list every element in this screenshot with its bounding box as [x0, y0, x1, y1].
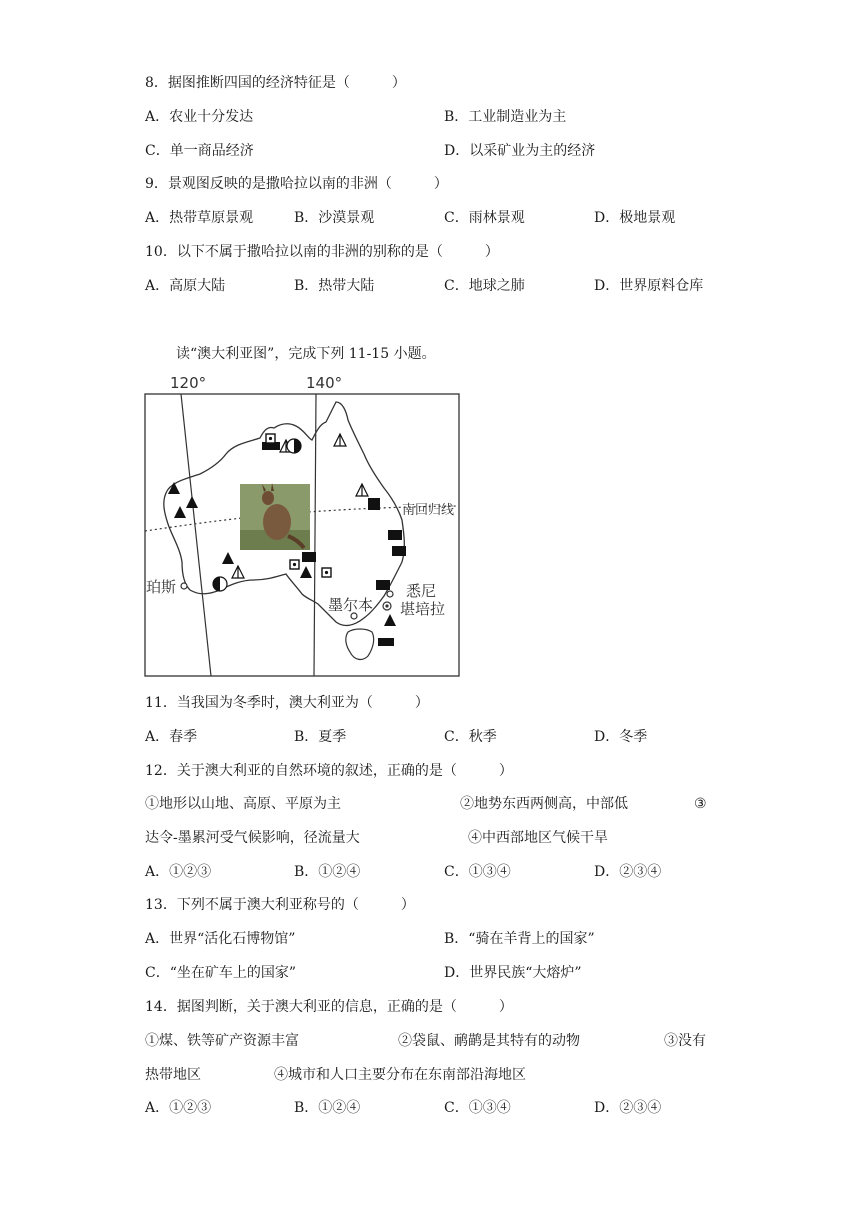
q10-option-c: C．地球之肺 [444, 278, 525, 294]
q11-stem: 11．当我国为冬季时，澳大利亚为（ ） [145, 695, 429, 711]
q14-statement-2: ②袋鼠、鸸鹋是其特有的动物 [398, 1033, 580, 1049]
q11-option-c: C．秋季 [444, 729, 497, 745]
q8-option-a: A．农业十分发达 [145, 109, 254, 125]
tropic-label: 南回归线 [402, 503, 455, 518]
kangaroo-photo [240, 483, 310, 550]
q10-stem: 10．以下不属于撒哈拉以南的非洲的别称的是（ ） [145, 244, 499, 260]
q10-option-a: A．高原大陆 [145, 278, 226, 294]
q12-option-a: A．①②③ [145, 864, 212, 880]
tasmania-outline [346, 629, 374, 659]
q12-statement-1: ①地形以山地、高原、平原为主 [145, 796, 341, 812]
q8-option-d: D．以采矿业为主的经济 [444, 143, 596, 159]
q9-option-c: C．雨林景观 [444, 210, 525, 226]
q13-option-a: A．世界“活化石博物馆” [145, 931, 296, 947]
q14-statement-1: ①煤、铁等矿产资源丰富 [145, 1033, 299, 1049]
q14-statement-3-start: ③没有 [664, 1033, 706, 1049]
meridian-120 [181, 394, 211, 676]
q13-option-d: D．世界民族“大熔炉” [444, 965, 582, 981]
q14-statement-4: ④城市和人口主要分布在东南部沿海地区 [274, 1067, 526, 1083]
q14-option-d: D．②③④ [594, 1100, 662, 1116]
q14-option-a: A．①②③ [145, 1100, 212, 1116]
melbourne-label: 墨尔本 [328, 596, 374, 614]
q12-statement-3: 达令-墨累河受气候影响，径流量大 [145, 830, 360, 846]
q13-option-c: C．“坐在矿车上的国家” [145, 965, 297, 981]
q12-stem: 12．关于澳大利亚的自然环境的叙述，正确的是（ ） [145, 763, 513, 779]
q10-option-b: B．热带大陆 [294, 278, 375, 294]
q9-option-a: A．热带草原景观 [145, 210, 254, 226]
q8-stem: 8．据图推断四国的经济特征是（ ） [145, 75, 406, 91]
sydney-marker [387, 591, 393, 597]
q9-stem: 9．景观图反映的是撒哈拉以南的非洲（ ） [145, 176, 448, 192]
q14-stem: 14．据图判断，关于澳大利亚的信息，正确的是（ ） [145, 999, 513, 1015]
q12-option-d: D．②③④ [594, 864, 662, 880]
lon-120-label: 120° [170, 374, 207, 392]
lon-140-label: 140° [306, 374, 343, 392]
q9-option-b: B．沙漠景观 [294, 210, 375, 226]
map-intro: 读“澳大利亚图”，完成下列 11-15 小题。 [176, 346, 436, 362]
australia-map [140, 370, 470, 680]
q8-option-c: C．单一商品经济 [145, 143, 254, 159]
sydney-label: 悉尼 [406, 582, 437, 600]
q12-option-c: C．①③④ [444, 864, 511, 880]
q12-option-b: B．①②④ [294, 864, 361, 880]
q10-option-d: D．世界原料仓库 [594, 278, 704, 294]
q11-option-d: D．冬季 [594, 729, 648, 745]
q12-statement-4: ④中西部地区气候干旱 [468, 830, 608, 846]
q14-option-c: C．①③④ [444, 1100, 511, 1116]
perth-marker [181, 583, 187, 589]
q8-option-b: B．工业制造业为主 [444, 109, 567, 125]
q11-option-a: A．春季 [145, 729, 198, 745]
q11-option-b: B．夏季 [294, 729, 347, 745]
q12-statement-3-marker: ③ [694, 796, 707, 812]
q14-statement-3-end: 热带地区 [145, 1067, 201, 1083]
q14-option-b: B．①②④ [294, 1100, 361, 1116]
q13-option-b: B．“骑在羊背上的国家” [444, 931, 595, 947]
canberra-label: 堪培拉 [400, 600, 446, 618]
q9-option-d: D．极地景观 [594, 210, 676, 226]
q12-statement-2: ②地势东西两侧高，中部低 [460, 796, 628, 812]
q13-stem: 13．下列不属于澳大利亚称号的（ ） [145, 897, 415, 913]
perth-label: 珀斯 [146, 578, 177, 596]
